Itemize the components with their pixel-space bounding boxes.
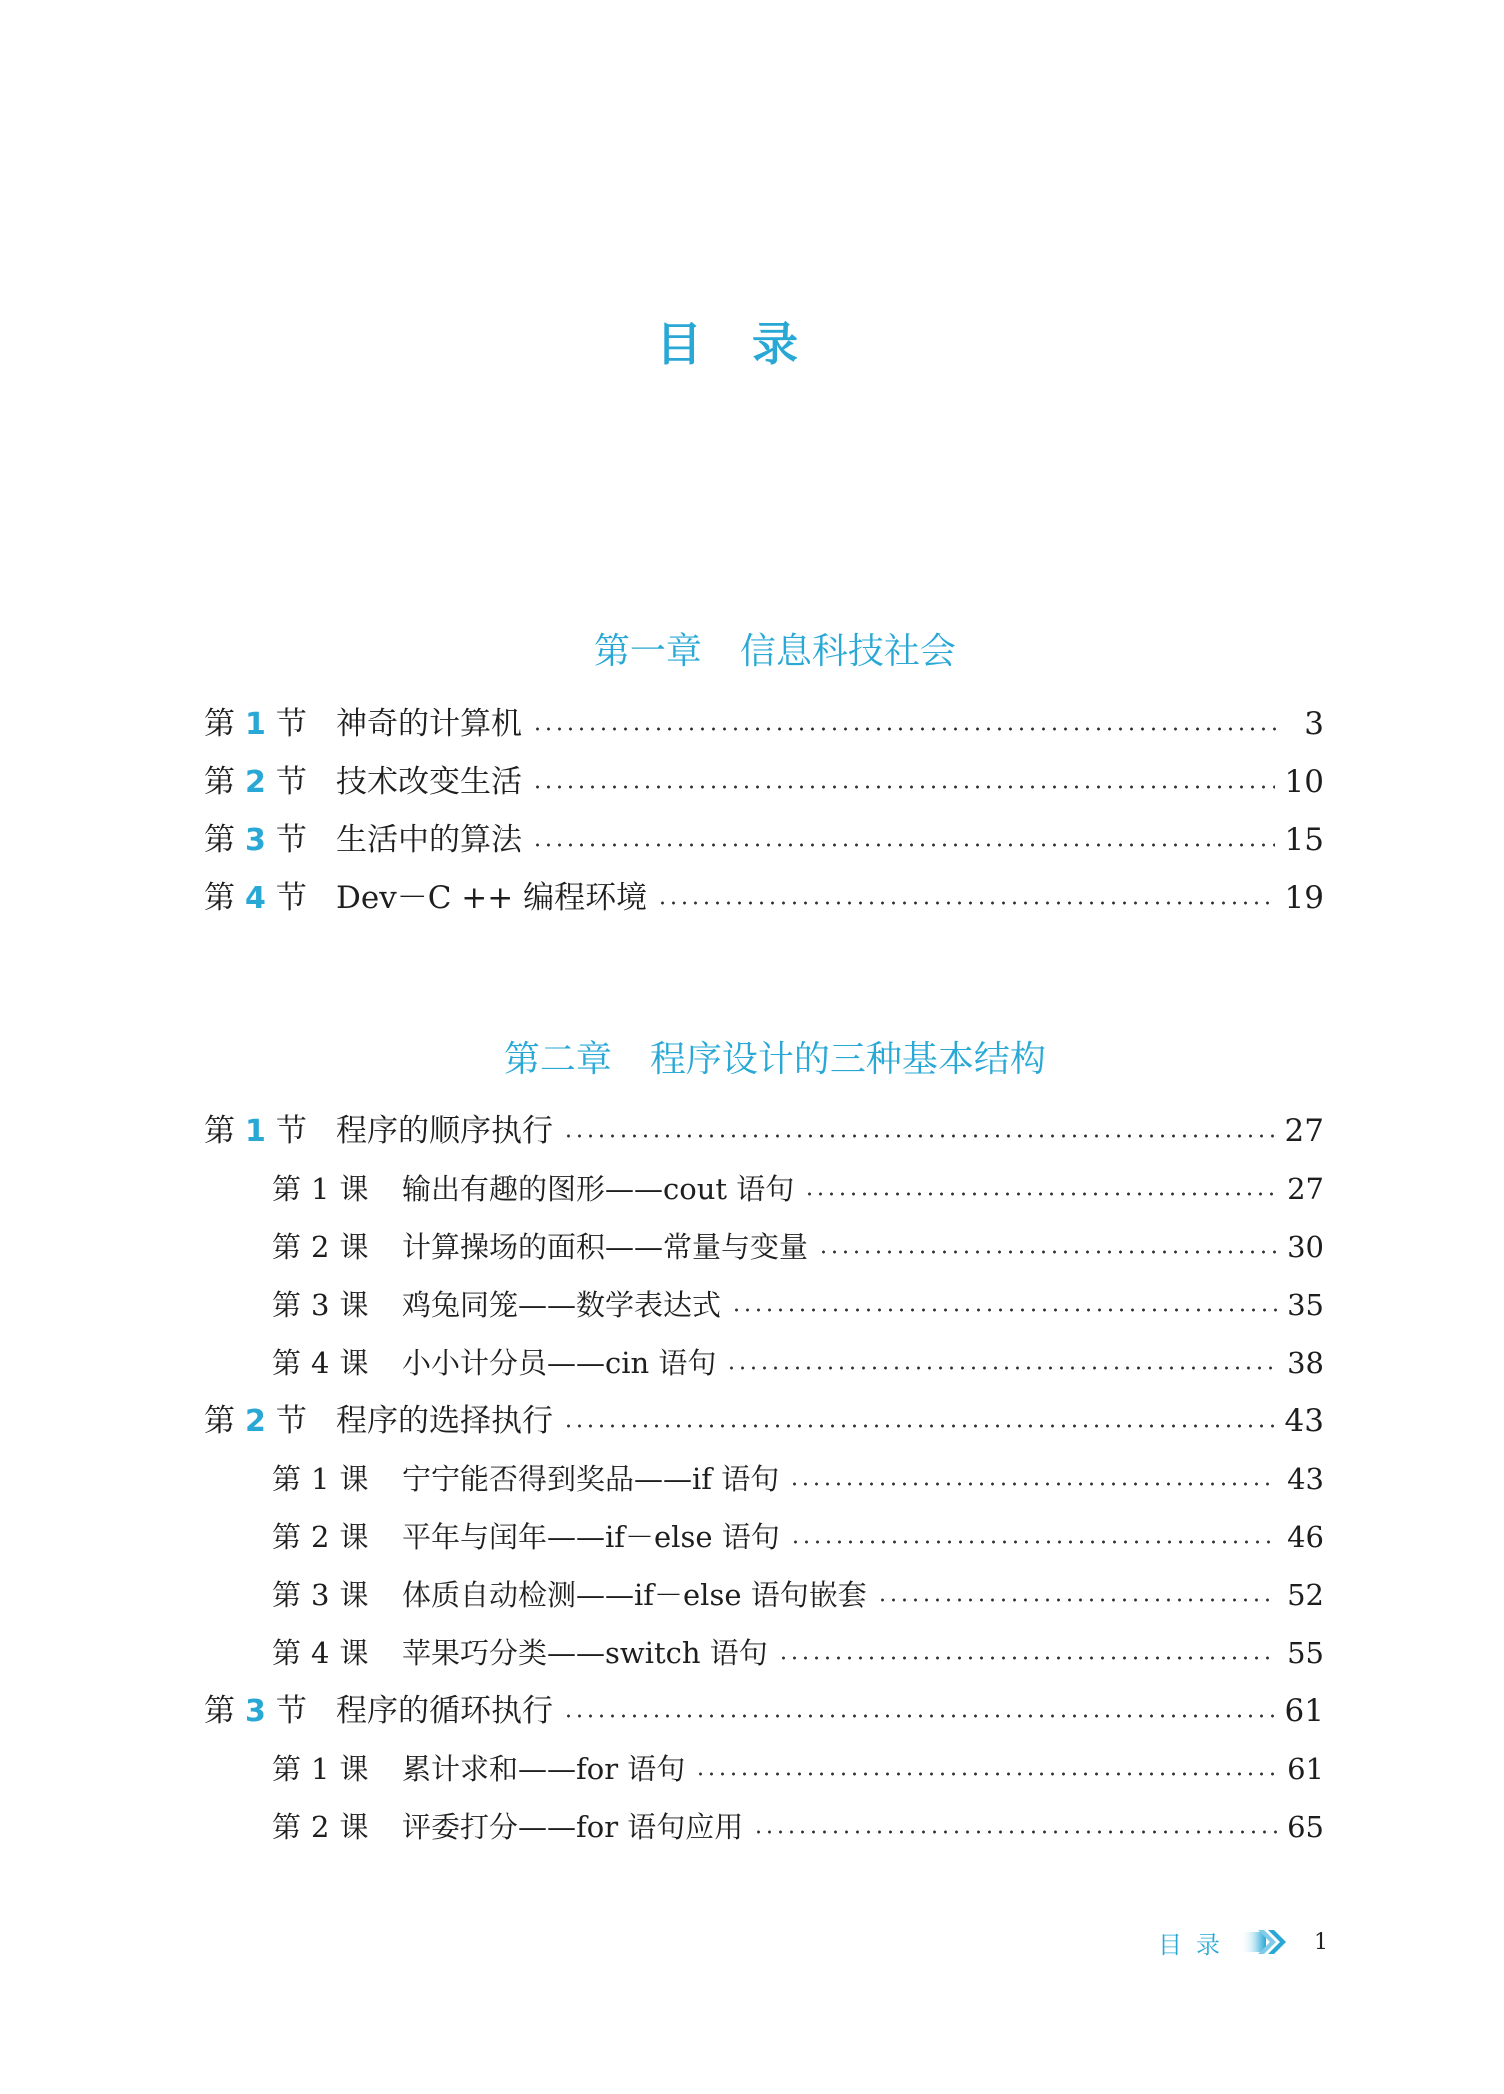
dot-leader (789, 1482, 1277, 1486)
entry-page-number: 61 (1284, 1693, 1324, 1729)
toc-entry-c2-s3-l1[interactable] (272, 1747, 1324, 1791)
dot-leader (563, 1134, 1275, 1138)
entry-title: 宁宁能否得到奖品——if 语句 (402, 1462, 780, 1496)
chapter-number: 第二章 (503, 1039, 612, 1080)
toc-entry-c2-s1-l3[interactable] (272, 1283, 1324, 1327)
entry-lead: 第 3 课 (272, 1578, 369, 1612)
toc-title: 目录 (656, 317, 848, 371)
toc-entry-c2-s1[interactable] (204, 1109, 1324, 1153)
entry-title: 评委打分——for 语句应用 (402, 1810, 744, 1844)
entry-page-number: 55 (1287, 1636, 1324, 1670)
dot-leader (532, 785, 1275, 789)
entry-page-number: 27 (1287, 1172, 1324, 1206)
entry-lead: 第 2 课 (272, 1810, 369, 1844)
entry-title: 苹果巧分类——switch 语句 (402, 1636, 768, 1670)
toc-entry-c2-s1-l2[interactable] (272, 1225, 1324, 1269)
entry-page-number: 10 (1284, 764, 1324, 800)
chapter-name: 信息科技社会 (739, 631, 956, 672)
entry-page-number: 52 (1287, 1578, 1324, 1612)
entry-title: 技术改变生活 (336, 764, 522, 800)
dot-leader (532, 843, 1275, 847)
dot-leader (753, 1830, 1277, 1834)
dot-leader (877, 1598, 1277, 1602)
entry-lead: 第 1 课 (272, 1172, 369, 1206)
toc-entry-c2-s2[interactable] (204, 1399, 1324, 1443)
entry-title: 程序的顺序执行 (336, 1113, 553, 1149)
entry-lead: 第 1 节 (204, 706, 307, 742)
toc-entry-c2-s2-l1[interactable] (272, 1457, 1324, 1501)
toc-entry-c2-s2-l4[interactable] (272, 1631, 1324, 1675)
entry-page-number: 43 (1287, 1462, 1324, 1496)
entry-title: 体质自动检测——if－else 语句嵌套 (402, 1578, 867, 1612)
dot-leader (532, 727, 1284, 731)
entry-lead: 第 2 节 (204, 1403, 307, 1439)
entry-page-number: 65 (1287, 1810, 1324, 1844)
toc-entry-c2-s3-l2[interactable] (272, 1805, 1324, 1849)
chapter-1-heading (0, 582, 1504, 715)
dot-leader (804, 1192, 1277, 1196)
page-footer (1158, 1922, 1328, 1962)
entry-title: 生活中的算法 (336, 822, 522, 858)
toc-entry-c1-s4[interactable] (204, 876, 1324, 920)
toc-entry-c1-s1[interactable] (204, 702, 1324, 746)
dot-leader (657, 901, 1274, 905)
dot-leader (778, 1656, 1277, 1660)
dot-leader (695, 1772, 1277, 1776)
entry-lead: 第 3 课 (272, 1288, 369, 1322)
entry-page-number: 61 (1287, 1752, 1324, 1786)
entry-title: 平年与闰年——if－else 语句 (402, 1520, 780, 1554)
entry-title: 计算操场的面积——常量与变量 (402, 1230, 809, 1264)
entry-lead: 第 2 课 (272, 1230, 369, 1264)
double-chevron-right-icon (1240, 1926, 1288, 1958)
entry-lead: 第 3 节 (204, 1693, 307, 1729)
entry-page-number: 30 (1287, 1230, 1324, 1264)
toc-entry-c1-s3[interactable] (204, 818, 1324, 862)
entry-page-number: 19 (1284, 880, 1324, 916)
dot-leader (726, 1366, 1277, 1370)
entry-title: 鸡兔同笼——数学表达式 (402, 1288, 722, 1322)
entry-page-number: 38 (1287, 1346, 1324, 1380)
chapter-2-heading (0, 990, 1504, 1123)
entry-lead: 第 2 课 (272, 1520, 369, 1554)
toc-entry-c1-s2[interactable] (204, 760, 1324, 804)
entry-lead: 第 4 课 (272, 1636, 369, 1670)
chapter-number: 第一章 (593, 631, 702, 672)
entry-page-number: 46 (1287, 1520, 1324, 1554)
page-number: 1 (1314, 1929, 1328, 1955)
entry-page-number: 27 (1284, 1113, 1324, 1149)
footer-label: 目录 (1158, 1930, 1234, 1959)
entry-title: 累计求和——for 语句 (402, 1752, 686, 1786)
entry-title: 小小计分员——cin 语句 (402, 1346, 717, 1380)
dot-leader (790, 1540, 1277, 1544)
entry-lead: 第 1 课 (272, 1752, 369, 1786)
chapter-name: 程序设计的三种基本结构 (649, 1039, 1046, 1080)
entry-lead: 第 3 节 (204, 822, 307, 858)
entry-lead: 第 4 节 (204, 880, 307, 916)
toc-entry-c2-s3[interactable] (204, 1689, 1324, 1733)
dot-leader (731, 1308, 1277, 1312)
toc-entry-c2-s1-l4[interactable] (272, 1341, 1324, 1385)
entry-title: Dev－C ++ 编程环境 (336, 880, 648, 916)
entry-lead: 第 2 节 (204, 764, 307, 800)
entry-title: 输出有趣的图形——cout 语句 (402, 1172, 795, 1206)
entry-lead: 第 1 课 (272, 1462, 369, 1496)
toc-entry-c2-s2-l3[interactable] (272, 1573, 1324, 1617)
entry-title: 程序的循环执行 (336, 1693, 553, 1729)
dot-leader (563, 1424, 1275, 1428)
entry-lead: 第 1 节 (204, 1113, 307, 1149)
entry-title: 神奇的计算机 (336, 706, 522, 742)
entry-lead: 第 4 课 (272, 1346, 369, 1380)
toc-entry-c2-s1-l1[interactable] (272, 1167, 1324, 1211)
entry-page-number: 15 (1284, 822, 1324, 858)
dot-leader (818, 1250, 1277, 1254)
entry-page-number: 43 (1284, 1403, 1324, 1439)
entry-page-number: 3 (1304, 706, 1324, 742)
toc-entry-c2-s2-l2[interactable] (272, 1515, 1324, 1559)
entry-page-number: 35 (1287, 1288, 1324, 1322)
entry-title: 程序的选择执行 (336, 1403, 553, 1439)
dot-leader (563, 1714, 1275, 1718)
